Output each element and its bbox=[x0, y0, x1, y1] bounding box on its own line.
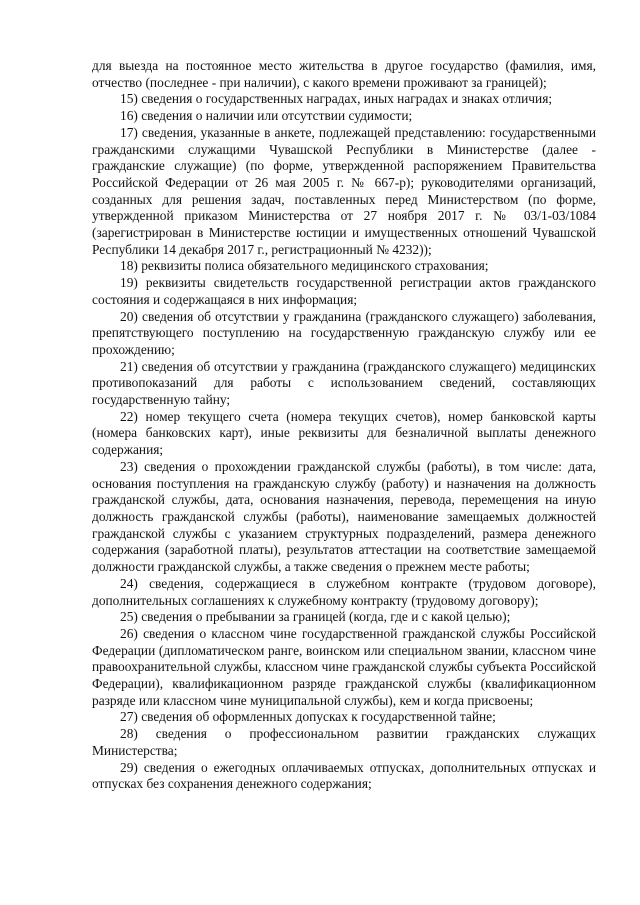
list-item-15: 15) сведения о государственных наградах, иных наградах и знаках отличия; bbox=[120, 91, 553, 107]
paragraph-continuation: для выезда на постоянное место жительства в другое государство (фамилия, имя, отчество (последнее - при наличии), с какого времени проживают за границей); bbox=[92, 58, 596, 90]
list-item-23: 23) сведения о прохождении гражданской службы (работы), в том числе: дата, основания поступления на гражданскую службу (работу) и назначения на должность гражданской службы, дата, основания назначения, перевода, перемещения на иную должность гражданской службы (работы), наименование замещаемых должностей гражданской службы с указанием структурных подразделений, размера денежного содержания (заработной платы), результатов аттестации на соответствие замещаемой должности гражданской службы, а также сведения о прежнем месте работы; bbox=[92, 458, 596, 575]
list-item-22: 22) номер текущего счета (номера текущих счетов), номер банковской карты (номера банковских карт), иные реквизиты для безналичной выплаты денежного содержания; bbox=[92, 408, 596, 458]
list-item-25: 25) сведения о пребывании за границей (когда, где и с какой целью); bbox=[120, 609, 511, 625]
list-item-18: 18) реквизиты полиса обязательного медицинского страхования; bbox=[120, 258, 489, 274]
list-item-26: 26) сведения о классном чине государственной гражданской службы Российской Федерации (дипломатическом ранге, воинском или специальном звании, классном чине правоохранительной службы, классном чине гражданской службы субъекта Российской Федерации), квалификационном разряде гражданской службы (квалификационном разряде или классном чине муниципальной службы), кем и когда присвоены; bbox=[92, 625, 596, 708]
list-item-19: 19) реквизиты свидетельств государственной регистрации актов гражданского состояния и содержащаяся в них информация; bbox=[92, 275, 596, 307]
list-item-20: 20) сведения об отсутствии у гражданина (гражданского служащего) заболевания, препятствующего поступлению на государственную гражданскую службу или ее прохождению; bbox=[92, 308, 596, 357]
document-page bbox=[92, 58, 596, 793]
list-item-24: 24) сведения, содержащиеся в служебном контракте (трудовом договоре), дополнительных соглашениях к служебному контракту (трудовому договору); bbox=[92, 575, 596, 608]
list-item-29: 29) сведения о ежегодных оплачиваемых отпусках, дополнительных отпусках и отпусках без сохранения денежного содержания; bbox=[92, 759, 596, 792]
list-item-28: 28) сведения о профессиональном развитии гражданских служащих Министерства; bbox=[92, 726, 596, 758]
list-item-17: 17) сведения, указанные в анкете, подлежащей представлению: государственными гражданскими служащими Чувашской Республики в Министерстве (далее - гражданские служащие) (по форме, утвержденной распоряжением Правительства Российской Федерации от 26 мая 2005 г. № 667-р); руководителями организаций, созданных для решения задач, поставленных перед Министерством (по форме, утвержденной приказом Министерства от 27 ноября 2017 г. № 03/1-03/1084 (зарегистрирован в Министерстве юстиции и имущественных отношений Чувашской Республики 14 декабря 2017 г., регистрационный № 4232)); bbox=[92, 124, 596, 257]
list-item-16: 16) сведения о наличии или отсутствии судимости; bbox=[120, 108, 413, 124]
list-item-27: 27) сведения об оформленных допусках к государственной тайне; bbox=[120, 709, 496, 725]
list-item-21: 21) сведения об отсутствии у гражданина (гражданского служащего) медицинских противопоказаний для работы с использованием сведений, составляющих государственную тайну; bbox=[92, 358, 596, 408]
